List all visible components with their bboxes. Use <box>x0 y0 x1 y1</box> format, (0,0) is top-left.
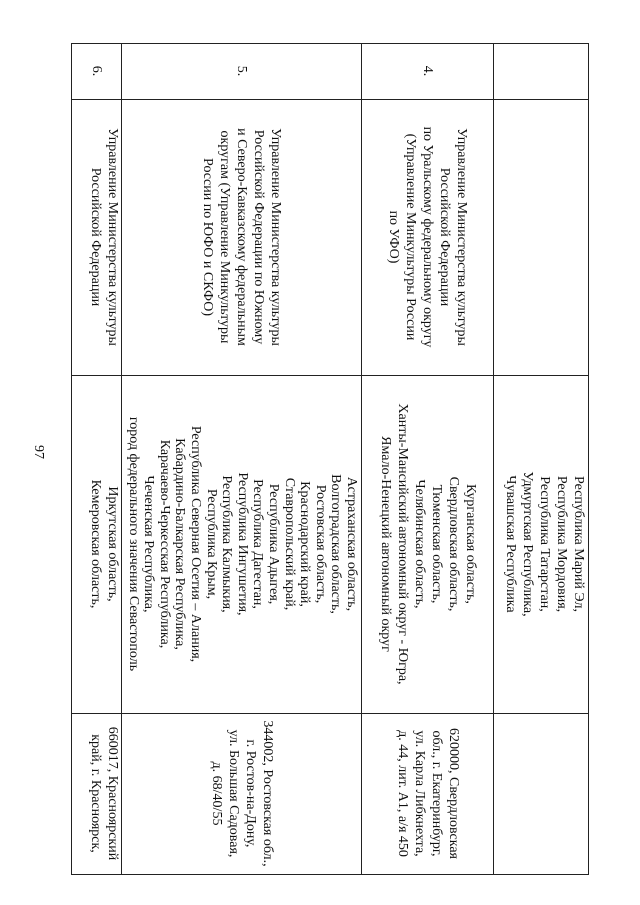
region-line: Ставропольский край, <box>281 477 297 611</box>
address-line: 620000, Свердловская <box>446 728 461 859</box>
address-line: ул. Большая Садовая, <box>226 729 241 858</box>
name-line: (Управление Минкультуры России <box>403 133 419 341</box>
address-line: край, г. Красноярск, <box>88 734 103 853</box>
region-line: Республика Адыгея, <box>265 483 281 605</box>
address-line: 344002, Ростовская обл., <box>260 720 275 867</box>
region-line: Республика Марий Эл, <box>571 476 586 612</box>
region-line: Ямало-Ненецкий автономный округ <box>378 436 393 652</box>
region-line: Чувашская Республика <box>503 475 518 613</box>
region-line: Краснодарский край, <box>297 481 313 607</box>
region-line: Республика Калмыкия, <box>219 475 235 613</box>
region-line: Республика Дагестан, <box>250 479 266 609</box>
address-line: ул. Карла Либкнехта, <box>412 730 427 857</box>
institutions-table <box>71 43 589 875</box>
region-line: Республика Татарстан, <box>537 476 552 612</box>
name-line: и Северо-Кавказскому федеральным <box>234 128 250 346</box>
table-border-top <box>588 43 589 875</box>
region-line: Иркутская область, <box>105 486 120 602</box>
address-line: г. Ростов-на-Дону, <box>243 739 258 848</box>
row-6-name <box>72 99 121 375</box>
row-5-name <box>122 99 362 375</box>
row-6-regions <box>72 375 121 713</box>
region-line: Карачаево-Черкесская Республика, <box>156 439 172 649</box>
name-line: России по ЮФО и СКФО) <box>200 158 216 316</box>
name-line: Российской Федерации <box>437 167 453 307</box>
region-line: Ханты-Мансийский автономный округ - Югра, <box>395 403 410 685</box>
region-line: город федерального значения Севастополь <box>125 416 141 672</box>
region-line: Волгоградская область, <box>328 474 344 614</box>
table-border-right <box>71 874 589 875</box>
region-line: Челябинская область, <box>412 479 427 609</box>
name-line: Российской Федерации <box>88 167 103 307</box>
region-line: Кабардино-Балкарская Республика, <box>172 438 188 650</box>
name-line: округам (Управление Минкультуры <box>217 130 233 344</box>
row-5-address <box>122 713 362 874</box>
row-5-number: 5. <box>234 65 250 77</box>
name-line: по УФО) <box>386 210 402 264</box>
region-line: Республика Ингушетия, <box>234 472 250 616</box>
region-line: Курганская область, <box>463 484 478 604</box>
region-line: Ростовская область, <box>312 484 328 604</box>
row-4-address <box>362 713 494 874</box>
region-line: Чеченская Республика, <box>141 475 157 613</box>
region-line: Кемеровская область, <box>88 479 103 609</box>
row-5-regions <box>122 375 362 713</box>
row-6-number: 6. <box>89 65 105 77</box>
row-0-regions <box>494 375 587 713</box>
address-line: 660017, Красноярский <box>105 726 120 861</box>
name-line: Российской Федерации по Южному <box>251 129 267 345</box>
page-number: 97 <box>31 445 46 459</box>
name-line: по Уральскому федеральному округу <box>420 126 436 348</box>
name-line: Управление Министерства культуры <box>268 128 284 346</box>
region-line: Республика Мордовия, <box>554 475 569 613</box>
address-line: д. 44, лит. А1, а/я 450 <box>395 730 410 857</box>
row-4-regions <box>362 375 494 713</box>
row-4-name <box>362 99 494 375</box>
region-line: Удмуртская Республика, <box>520 471 535 617</box>
region-line: Свердловская область, <box>446 476 461 612</box>
name-line: Управление Министерства культуры <box>105 128 120 346</box>
region-line: Тюменская область, <box>429 484 444 604</box>
row-6-address <box>72 713 121 874</box>
region-line: Республика Крым, <box>203 488 219 600</box>
row-4-number: 4. <box>420 65 436 77</box>
region-line: Республика Северная Осетия – Алания, <box>188 425 204 663</box>
address-line: д. 68/40/55 <box>209 761 224 826</box>
name-line: Управление Министерства культуры <box>454 128 470 346</box>
region-line: Астраханская область, <box>343 476 359 612</box>
address-line: обл., г. Екатеринбург, <box>429 730 444 857</box>
